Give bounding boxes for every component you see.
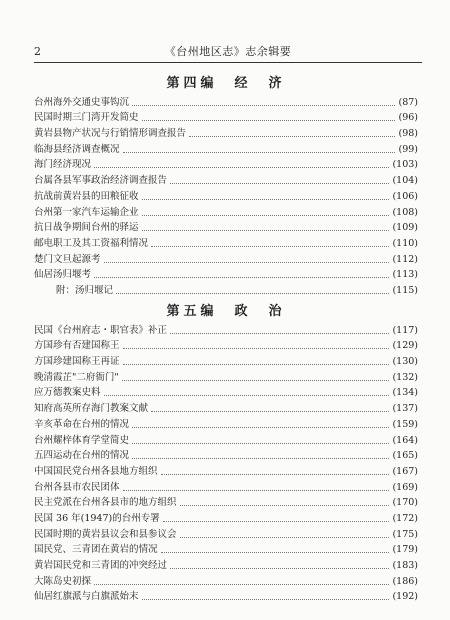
toc-entry-page: (164) (392, 434, 418, 446)
toc-entry (34, 188, 418, 204)
toc-list (34, 94, 418, 298)
toc-entry-page: (170) (392, 497, 418, 509)
toc-entry (34, 542, 418, 558)
toc-entry-title: 台州耀梓体育学堂简史 (34, 434, 130, 446)
toc-entry-page: (186) (392, 575, 418, 587)
toc-entry (34, 125, 418, 141)
toc-entry-page: (159) (392, 418, 418, 430)
toc-entry-title: 邮电职工及其工资福利情况 (34, 237, 149, 249)
running-title: 《台州地区志》志余辑要 (164, 45, 292, 58)
toc-entry (34, 526, 418, 542)
toc-entry (34, 251, 418, 267)
toc-entry (34, 589, 418, 605)
toc-entry-page: (108) (392, 206, 418, 218)
toc-entry-title: 仙居红旗派与白旗派始末 (34, 591, 139, 603)
toc-entry-page: (179) (392, 544, 418, 556)
toc-entry-title: 台州各县市农民团体 (34, 481, 120, 493)
toc-entry-title: 民国时期三门湾开发简史 (34, 112, 139, 124)
toc-list (34, 322, 418, 604)
toc-entry (34, 338, 418, 354)
toc-entry-page: (106) (392, 190, 418, 202)
toc-entry (34, 220, 418, 236)
dot-leader (170, 183, 389, 184)
toc-entry-page: (110) (392, 237, 418, 249)
toc-entry-page: (99) (398, 143, 418, 155)
dot-leader (180, 537, 390, 538)
dot-leader (104, 262, 390, 263)
toc-entry-page: (112) (392, 253, 418, 265)
toc-entry-title: 黄岩县物产状况与行销情形调查报告 (34, 128, 187, 140)
dot-leader (123, 348, 390, 349)
toc-entry-page: (87) (398, 96, 418, 108)
section-title: 第五编 政 治 (166, 304, 286, 319)
toc-entry-page: (117) (392, 324, 418, 336)
dot-leader (123, 152, 396, 153)
toc-entry (34, 557, 418, 573)
toc-entry-title: 附：汤归堰记 (56, 284, 114, 296)
dot-leader (123, 364, 390, 365)
toc-section-economy (34, 74, 418, 298)
dot-leader (161, 552, 390, 553)
toc-entry-title: 方国珍有否建国称王 (34, 340, 120, 352)
toc-entry (34, 94, 418, 110)
dot-leader (170, 333, 389, 334)
toc-entry (34, 267, 418, 283)
toc-entry-title: 民主党派在台州各县市的地方组织 (34, 497, 177, 509)
toc-entry-title: 楚门文旦起源考 (34, 253, 101, 265)
toc-entry-title: 黄岩国民党和三青团的冲突经过 (34, 560, 168, 571)
dot-leader (161, 474, 390, 475)
toc-entry-page: (98) (398, 128, 418, 140)
toc-entry-page: (109) (392, 222, 418, 234)
toc-entry-page: (115) (392, 284, 418, 296)
toc-entry (34, 282, 418, 298)
dot-leader (189, 136, 395, 137)
toc-entry-page: (137) (392, 403, 418, 415)
dot-leader (132, 427, 389, 428)
toc-entry-page: (172) (392, 512, 418, 524)
toc-entry-title: 台州第一家汽车运输企业 (34, 206, 139, 218)
dot-leader (132, 443, 389, 444)
toc-entry-page: (175) (392, 528, 418, 540)
section-title: 第四编 经 济 (166, 76, 286, 91)
toc-entry-title: 海门经济现况 (34, 159, 92, 171)
toc-entry-title: 国民党、三青团在黄岩的情况 (34, 544, 158, 556)
toc-entry (34, 463, 418, 479)
toc-entry-title: 知府高英所存海门教案文献 (34, 403, 149, 415)
toc-entry-page: (132) (392, 371, 418, 383)
toc-section-politics (34, 302, 418, 604)
toc-entry (34, 573, 418, 589)
toc-entry-title: 应万德教案史料 (34, 387, 101, 399)
dot-leader (170, 568, 389, 569)
toc-entry (34, 400, 418, 416)
toc-entry-page: (165) (392, 450, 418, 462)
toc-entry-title: 台州海外交通史事钩沉 (34, 96, 130, 108)
toc-entry-page: (129) (392, 340, 418, 352)
toc-entry (34, 204, 418, 220)
toc-entry-page: (167) (392, 465, 418, 477)
toc-entry (34, 416, 418, 432)
page-header (34, 44, 422, 60)
toc-entry-page: (113) (392, 269, 418, 281)
header-divider (34, 62, 422, 63)
dot-leader (94, 277, 389, 278)
toc-entry (34, 157, 418, 173)
dot-leader (132, 458, 389, 459)
page-number: 2 (34, 45, 41, 58)
toc-entry-title: 五四运动在台州的情况 (34, 450, 130, 462)
toc-entry (34, 479, 418, 495)
toc-entry (34, 172, 418, 188)
toc-entry-title: 临海县经济调查概况 (34, 143, 120, 155)
dot-leader (142, 599, 390, 600)
dot-leader (163, 521, 390, 522)
toc-entry (34, 510, 418, 526)
toc-entry (34, 110, 418, 126)
toc-entry-page: (103) (392, 159, 418, 171)
dot-leader (142, 230, 390, 231)
toc-entry (34, 353, 418, 369)
dot-leader (104, 395, 390, 396)
toc-entry-title: 民国时期的黄岩县议会和县参议会 (34, 528, 177, 540)
toc-entry (34, 448, 418, 464)
dot-leader (142, 215, 390, 216)
toc-entry-page: (192) (392, 591, 418, 603)
toc-entry (34, 432, 418, 448)
dot-leader (94, 584, 389, 585)
dot-leader (94, 167, 389, 168)
toc-entry-title: 晚清霞芷"二府衙门" (34, 371, 119, 383)
dot-leader (132, 105, 395, 106)
toc-entry (34, 322, 418, 338)
toc-entry (34, 385, 418, 401)
toc-entry-title: 中国国民党台州各县地方组织 (34, 465, 158, 477)
toc-entry-page: (130) (392, 356, 418, 368)
toc-entry (34, 141, 418, 157)
toc-entry-page: (183) (392, 560, 418, 571)
toc-entry (34, 495, 418, 511)
toc-entry-title: 民国 36 年(1947)的台州专署 (34, 512, 160, 524)
toc-entry-title: 仙居汤归堰考 (34, 269, 92, 281)
toc-entry-page: (104) (392, 175, 418, 187)
toc-entry-page: (134) (392, 387, 418, 399)
toc-entry-title: 抗战前黄岩县的田粮征收 (34, 190, 139, 202)
dot-leader (151, 246, 389, 247)
toc-entry-title: 辛亥革命在台州的情况 (34, 418, 130, 430)
dot-leader (151, 411, 389, 412)
dot-leader (180, 505, 390, 506)
dot-leader (116, 293, 389, 294)
dot-leader (122, 380, 390, 381)
dot-leader (123, 490, 390, 491)
toc-entry (34, 235, 418, 251)
toc-entry-title: 抗日战争期间台州的驿运 (34, 222, 139, 234)
toc-entry-title: 大陈岛史初探 (34, 575, 92, 587)
toc-entry-page: (96) (398, 112, 418, 124)
toc-entry-title: 方国珍建国称王再证 (34, 356, 120, 368)
dot-leader (142, 199, 390, 200)
toc-entry-page: (169) (392, 481, 418, 493)
dot-leader (142, 120, 396, 121)
toc-entry-title: 台属各县军事政治经济调查报告 (34, 175, 168, 187)
toc-entry (34, 369, 418, 385)
toc-entry-title: 民国《台州府志・职官表》补正 (34, 324, 168, 336)
